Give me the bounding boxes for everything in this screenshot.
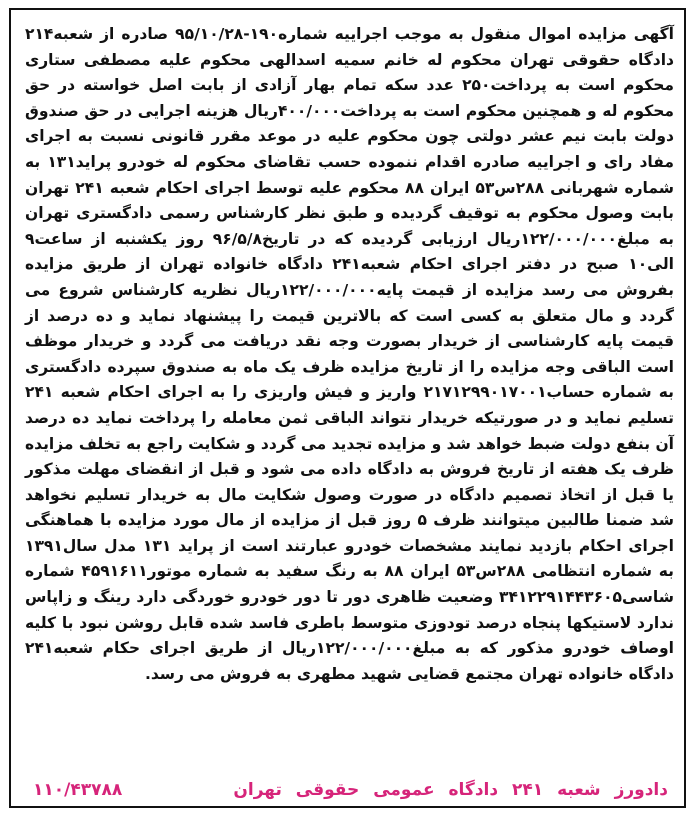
notice-signature: دادورز شعبه ۲۴۱ دادگاه عمومی حقوقی تهران xyxy=(233,780,668,800)
notice-frame xyxy=(9,8,686,808)
notice-code: ۱۱۰/۴۳۷۸۸ xyxy=(33,780,123,800)
notice-body: آگهی مزایده اموال منقول به موجب اجراییه شماره۱۹۰-۹۵/۱۰/۲۸ صادره از شعبه۲۱۴ دادگاه حقوقی تهران محکوم له خانم سمیه اسدالهی محکوم علیه مصطفی ستاری محکوم است به پرداخت۲۵۰ عدد سکه تمام بهار آزادی از بابت اصل خواسته در حق محکوم له و همچنین محکوم است به پرداخت۴۰۰/۰۰۰ریال هزینه اجرایی در حق صندوق دولت بابت نیم عشر دولتی چون محکوم علیه در موعد مقرر قانونی نسبت به اجرای مفاد رای و اجراییه صادره اقدام ننموده حسب تقاضای محکوم له خودرو پراید۱۳۱ به شماره شهربانی ۲۸۸س۵۳ ایران ۸۸ محکوم علیه توسط اجرای احکام شعبه ۲۴۱ تهران بابت وصول محکوم به توقیف گردیده و طبق نظر کارشناس رسمی دادگستری تهران به مبلغ۱۲۲/۰۰۰/۰۰۰ریال ارزیابی گردیده که در تاریخ۹۶/۵/۸ روز یکشنبه از ساعت۹ الی۱۰ صبح در دفتر اجرای احکام شعبه۲۴۱ دادگاه خانواده تهران از طریق مزایده بفروش می رسد مزایده از قیمت پایه۱۲۲/۰۰۰/۰۰۰ریال نظریه کارشناس شروع می گردد و مال متعلق به کسی است که بالاترین قیمت را پیشنهاد نماید و ده درصد از قیمت پایه کارشناسی از خریدار بصورت وجه نقد دریافت می گردد و خریدار موظف است الباقی وجه مزایده را از تاریخ مزایده ظرف یک ماه به صندوق سپرده دادگستری به شماره حساب۲۱۷۱۲۹۹۰۱۷۰۰۱ واریز و فیش واریزی را به اجرای احکام شعبه ۲۴۱ تسلیم نماید و در صورتیکه خریدار نتواند الباقی ثمن معامله را پرداخت نماید ده درصد آن بنفع دولت ضبط خواهد شد و مزایده تجدید می گردد و شکایت راجع به تخلف مزایده ظرف یک هفته از تاریخ فروش به دادگاه داده می شود و قبل از انقضای مهلت مذکور یا قبل از اتخاذ تصمیم دادگاه در صورت وصول شکایت مال به خریدار تسلیم نخواهد شد ضمنا طالبین میتوانند ظرف ۵ روز قبل از مزایده از مال مورد مزایده با هماهنگی اجرای احکام بازدید نمایند مشخصات خودرو عبارتند است از پراید ۱۳۱ مدل سال۱۳۹۱ به شماره انتظامی ۲۸۸س۵۳ ایران ۸۸ به رنگ سفید به شماره موتور۴۵۹۱۶۱۱ شماره شاسی۳۴۱۲۲۹۱۴۴۳۶۰۵ وضعیت ظاهری دور تا دور خودرو خوردگی دارد رینگ و زاپاس ندارد لاستیکها پنجاه درصد تودوزی متوسط باطری فاسد شده قابل روشن نبود با کلیه اوصاف خودرو مذکور که به مبلغ۱۲۲/۰۰۰/۰۰۰ریال از طریق اجرای حکام شعبه۲۴۱ دادگاه خانواده تهران مجتمع قضایی شهید مطهری به فروش می رسد. xyxy=(25,25,674,683)
notice-footer xyxy=(25,780,674,808)
